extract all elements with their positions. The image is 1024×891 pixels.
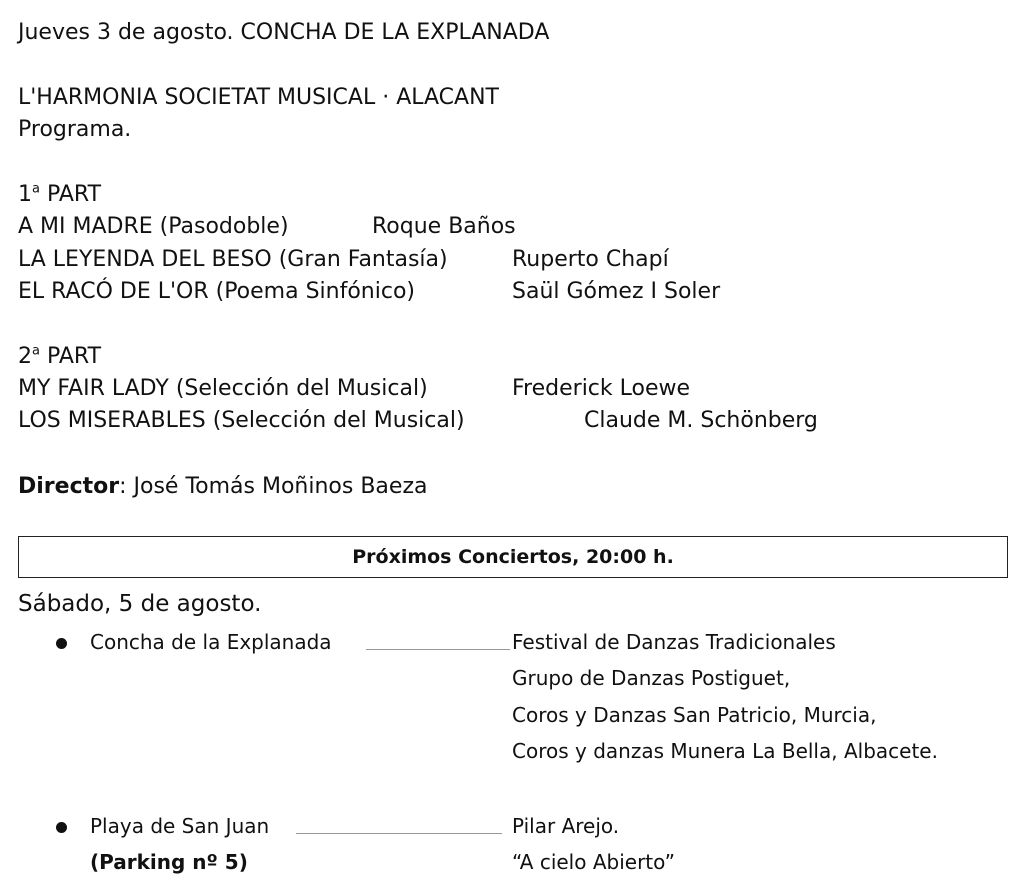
event-2-venue-note: (Parking nº 5) — [90, 850, 248, 874]
part1-work-1: A MI MADRE (Pasodoble) — [18, 214, 289, 239]
part2-heading: 2$^a$ PART — [18, 343, 102, 369]
part1-work-3: EL RACÓ DE L'OR (Poema Sinfónico) — [18, 279, 415, 304]
part1-composer-1: Roque Baños — [372, 214, 516, 239]
event-2-line-2: “A cielo Abierto” — [512, 850, 676, 874]
part2-composer-2: Claude M. Schönberg — [584, 408, 818, 433]
event-1-line-3: Coros y Danzas San Patricio, Murcia, — [512, 703, 877, 727]
director-label: Director — [18, 474, 120, 499]
ensemble-name: L'HARMONIA SOCIETAT MUSICAL · ALACANT — [18, 85, 499, 110]
upcoming-date: Sábado, 5 de agosto. — [18, 591, 262, 617]
event-1-line-4: Coros y danzas Munera La Bella, Albacete. — [512, 739, 938, 763]
event-1-line-2: Grupo de Danzas Postiguet, — [512, 666, 791, 690]
event-date-line: Jueves 3 de agosto. CONCHA DE LA EXPLANADA — [18, 20, 550, 45]
part1-work-2: LA LEYENDA DEL BESO (Gran Fantasía) — [18, 247, 448, 272]
director-line — [18, 472, 427, 502]
event-1-line-1: Festival de Danzas Tradicionales — [512, 630, 836, 654]
bullet-icon — [56, 638, 67, 649]
part1-heading: 1$^a$ PART — [18, 181, 102, 207]
upcoming-concerts-banner: Próximos Conciertos, 20:00 h. — [18, 536, 1008, 578]
event-1-venue: Concha de la Explanada — [90, 630, 332, 654]
bullet-icon — [56, 822, 67, 833]
director-name: : José Tomás Moñinos Baeza — [119, 474, 428, 499]
event-2-line-1: Pilar Arejo. — [512, 814, 620, 838]
programa-label: Programa. — [18, 117, 132, 142]
part2-work-1: MY FAIR LADY (Selección del Musical) — [18, 376, 428, 401]
part2-composer-1: Frederick Loewe — [512, 376, 691, 401]
leader-rule — [366, 649, 510, 650]
part2-work-2: LOS MISERABLES (Selección del Musical) — [18, 408, 465, 433]
event-2-venue: Playa de San Juan — [90, 814, 270, 838]
leader-rule — [296, 833, 502, 834]
part1-composer-2: Ruperto Chapí — [512, 247, 669, 272]
part1-composer-3: Saül Gómez I Soler — [512, 279, 721, 304]
